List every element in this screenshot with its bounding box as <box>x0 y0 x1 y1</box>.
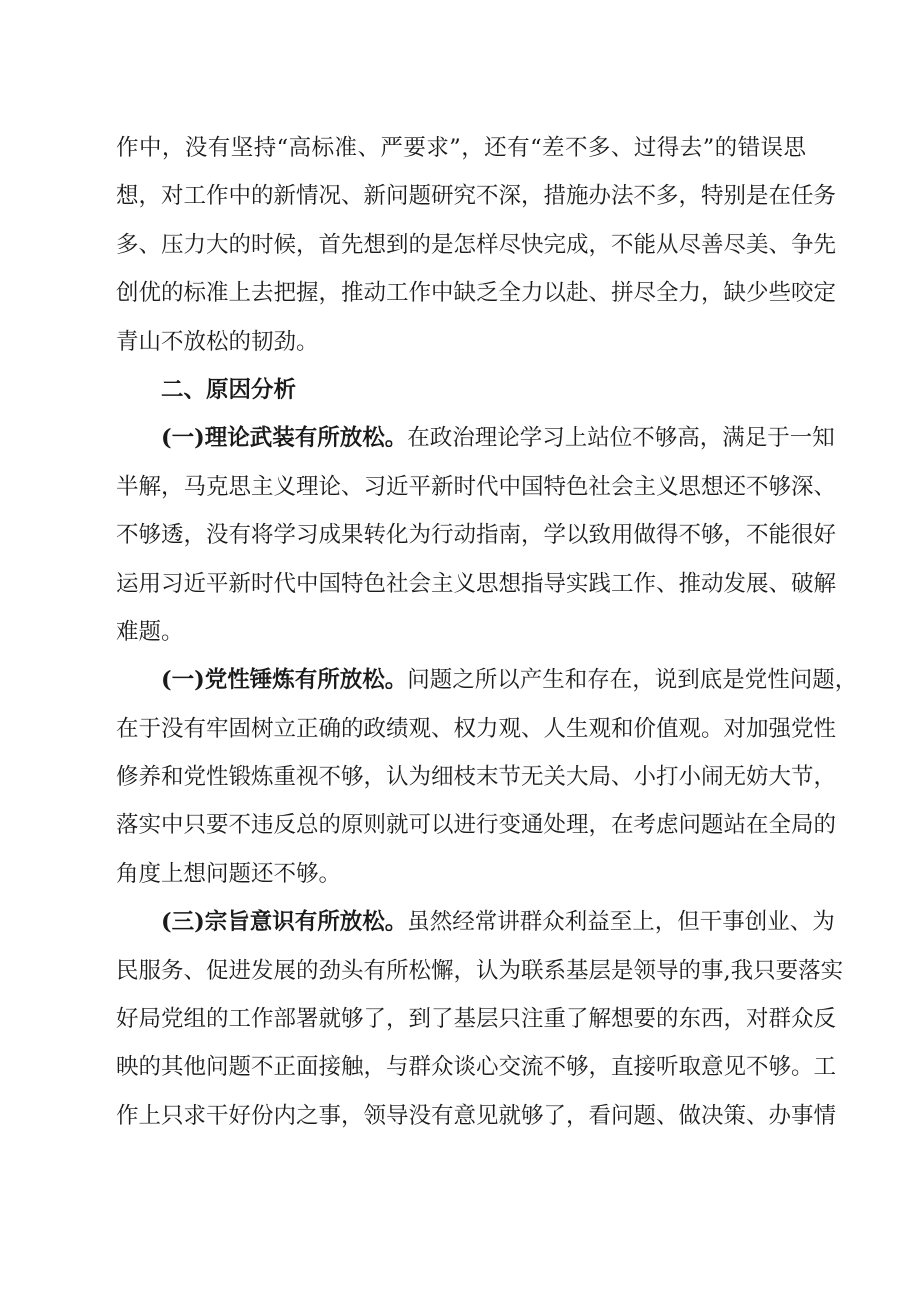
text-line: 创优的标准上去把握，推动工作中缺乏全力以赴、拼尽全力，缺少些咬定 <box>116 280 837 307</box>
text-line: 想，对工作中的新情况、新问题研究不深，措施办法不多，特别是在任务 <box>116 183 837 210</box>
text-line <box>116 414 835 462</box>
text-line <box>116 898 835 946</box>
text-line <box>116 656 858 704</box>
text-line: 多、压力大的时候，首先想到的是怎样尽快完成，不能从尽善尽美、争先 <box>116 231 837 258</box>
paragraph-party <box>116 656 858 898</box>
text-line: 作上只求干好份内之事，领导没有意见就够了，看问题、做决策、办事情 <box>116 1102 837 1129</box>
paragraph-lead: (三)宗旨意识有所放松。 <box>161 909 408 936</box>
section-heading: 二、原因分析 <box>161 376 297 403</box>
paragraph-purpose <box>116 898 844 1140</box>
paragraph-lead: (一)理论武装有所放松。 <box>161 425 408 452</box>
text-line: 角度上想问题还不够。 <box>116 860 342 887</box>
paragraph-lead: (一)党性锤炼有所放松。 <box>161 667 408 694</box>
text-line: 映的其他问题不正面接触，与群众谈心交流不够，直接听取意见不够。工 <box>116 1054 837 1081</box>
text-line: 修养和党性锻炼重视不够，认为细枝末节无关大局、小打小闹无妨大节， <box>116 764 837 791</box>
text-line: 作中，没有坚持“高标准、严要求”，还有“差不多、过得去”的错误思 <box>116 135 806 161</box>
text-line: 落实中只要不违反总的原则就可以进行变通处理，在考虑问题站在全局的 <box>116 812 837 839</box>
document-body <box>116 124 858 1140</box>
text-line: 难题。 <box>116 618 184 645</box>
paragraph-text: 问题之所以产生和存在，说到底是党性问题， <box>407 667 858 694</box>
text-line: 好局党组的工作部署就够了，到了基层只注重了解想要的东西，对群众反 <box>116 1006 837 1033</box>
text-line: 在于没有牢固树立正确的政绩观、权力观、人生观和价值观。对加强党性 <box>116 715 837 742</box>
text-line: 半解，马克思主义理论、习近平新时代中国特色社会主义思想还不够深、 <box>116 473 837 500</box>
paragraph-continuation <box>116 124 837 366</box>
text-line: 运用习近平新时代中国特色社会主义思想指导实践工作、推动发展、破解 <box>116 570 837 597</box>
paragraph-text: 虽然经常讲群众利益至上，但干事创业、为 <box>407 909 835 936</box>
text-line: 青山不放松的韧劲。 <box>116 328 319 355</box>
text-line: 不够透，没有将学习成果转化为行动指南，学以致用做得不够，不能很好 <box>116 522 837 549</box>
paragraph-text: 在政治理论学习上站位不够高，满足于一知 <box>407 425 835 452</box>
text-line: 民服务、促进发展的劲头有所松懈，认为联系基层是领导的事,我只要落实 <box>116 957 844 984</box>
paragraph-theory <box>116 414 837 656</box>
